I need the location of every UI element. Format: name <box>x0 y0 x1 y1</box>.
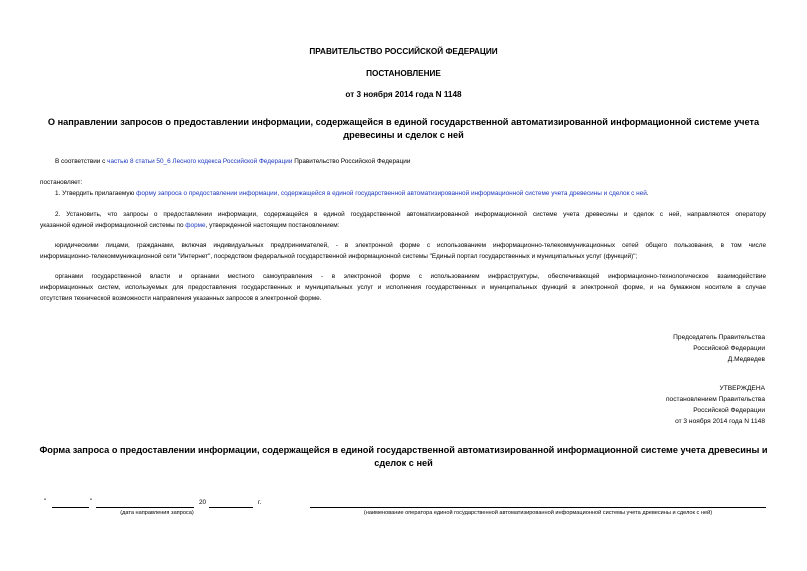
signature-line: Российской Федерации <box>693 345 765 352</box>
government-bodies-line: отсутствия технической возможности направления указанных запросов в электронной форме. <box>40 295 322 302</box>
signature-line: Д.Медведев <box>727 356 765 363</box>
date-caption: (дата направления запроса) <box>120 510 194 516</box>
document-date-number: от 3 ноября 2014 года N 1148 <box>345 90 462 99</box>
form-title <box>0 444 807 470</box>
day-quote-close: " <box>90 498 93 505</box>
government-heading: ПРАВИТЕЛЬСТВО РОССИЙСКОЙ ФЕДЕРАЦИИ <box>309 47 498 56</box>
document-type: ПОСТАНОВЛЕНИЕ <box>366 69 441 78</box>
item-1-suffix: . <box>646 190 649 197</box>
document-title-line: О направлении запросов о предоставлении информации, содержащейся в единой государственной автоматизированной информационной системе учета <box>47 117 760 127</box>
legal-entities-line: юридическими лицами, гражданами, включая индивидуальных предпринимателей, - в электронной форме с использованием информационно-телекоммуникационных сетей общего пользования, в том числе <box>55 242 766 249</box>
intro-paragraph <box>55 156 410 167</box>
form-link[interactable]: форме <box>185 222 206 229</box>
forest-code-link[interactable]: частью 8 статьи 50_6 Лесного кодекса Российской Федерации <box>107 158 293 165</box>
government-bodies-line: органами государственной власти и органами местного самоуправления - в электронной форме с использованием инфраструктуры, обеспечивающей информационно-технологическое взаимодействие <box>55 273 766 280</box>
approval-block <box>666 383 765 427</box>
approval-line: Российской Федерации <box>693 407 765 414</box>
year-suffix: г. <box>258 499 262 506</box>
intro-suffix: Правительство Российской Федерации <box>292 158 411 165</box>
approval-line: УТВЕРЖДЕНА <box>719 385 765 392</box>
government-bodies-line: информационных систем, используемых для предоставления государственных и муниципальных услуг и исполнения государственных и муниципальных функций в электронной форме, и на бумажном носителе в случае <box>40 284 766 291</box>
document-title-line: древесины и сделок с ней <box>343 130 464 140</box>
form-title-line: Форма запроса о предоставлении информации, содержащейся в единой государственной автоматизированной информационной системе учета древесины и <box>39 445 768 455</box>
item-1-paragraph <box>55 188 649 199</box>
item-2-line <box>40 220 766 231</box>
day-quote-open: " <box>44 498 47 505</box>
signature-block <box>673 332 765 365</box>
legal-entities-paragraph <box>40 240 766 262</box>
intro-prefix: В соответствии с <box>55 158 108 165</box>
item-2-line2-prefix: указанной единой информационной системы по <box>40 222 186 229</box>
item-2-line: 2. Установить, что запросы о предоставлении информации, содержащейся в единой государственной автоматизированной информационной системе учета древесины и сделок с ней, направляются оператору <box>55 211 766 218</box>
document-title <box>0 116 807 142</box>
approval-line: постановлением Правительства <box>665 396 765 403</box>
request-form-link[interactable]: форму запроса о предоставлении информации, содержащейся в единой государственной автоматизированной информационной системе учета древесины и сделок с ней <box>136 190 647 197</box>
item-2-line2-suffix: , утвержденной настоящим постановлением: <box>205 222 340 229</box>
item-2-paragraph <box>40 209 766 231</box>
legal-entities-line: информационно-телекоммуникационной сети "Интернет", посредством федеральной государственной информационной системы "Единый портал государственных и муниципальных услуг (функций)"; <box>40 253 638 260</box>
item-1-prefix: 1. Утвердить прилагаемую <box>55 190 137 197</box>
operator-caption: (наименование оператора единой государственной автоматизированной информационной системы учета древесины и сделок с ней) <box>363 510 713 516</box>
form-title-line: сделок с ней <box>374 458 433 468</box>
approval-line: от 3 ноября 2014 года N 1148 <box>675 418 765 425</box>
decree-word: постановляет: <box>40 179 83 186</box>
signature-line: Председатель Правительства <box>673 334 765 341</box>
year-prefix: 20 <box>199 499 207 506</box>
government-bodies-paragraph <box>40 271 766 304</box>
